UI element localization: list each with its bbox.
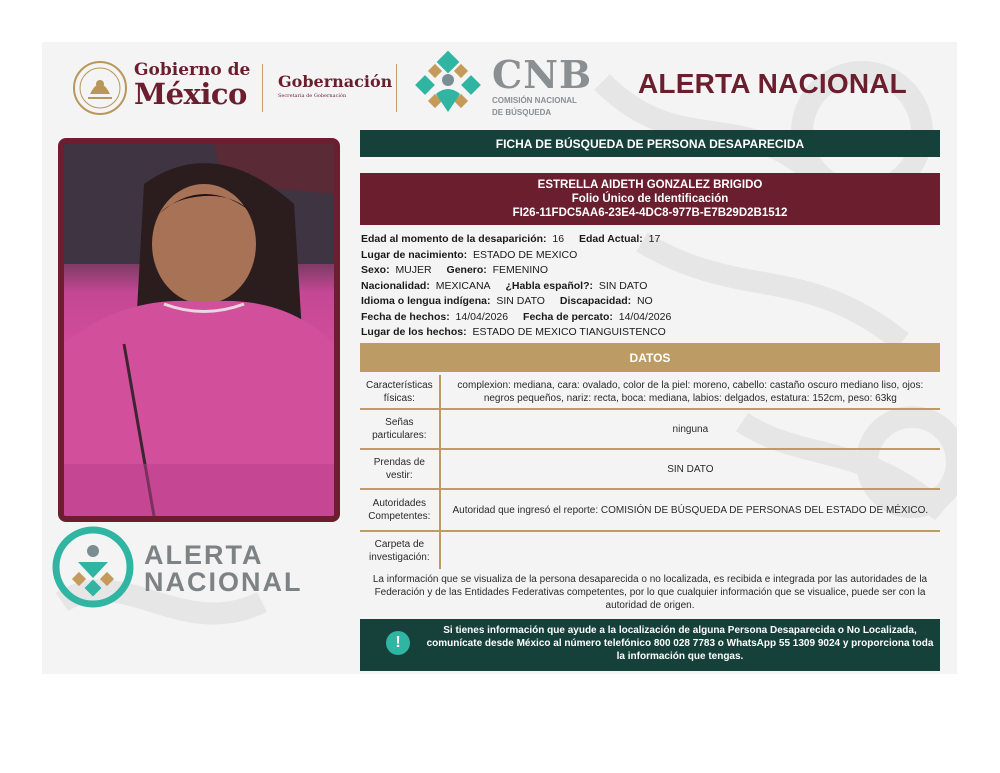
alert-icon: !: [386, 631, 410, 655]
header-divider: [396, 64, 397, 112]
table-row-label: Señas particulares:: [360, 409, 440, 449]
cnb-acronym: CNB: [492, 52, 593, 97]
gobierno-line1: Gobierno de: [134, 60, 251, 80]
table-row-label: Prendas de vestir:: [360, 449, 440, 489]
person-info: [361, 232, 941, 341]
info-value: SIN DATO: [598, 279, 648, 292]
bottom-logo-line1: ALERTA: [144, 540, 264, 570]
info-row: [361, 232, 941, 248]
bottom-logo-line2: NACIONAL: [144, 567, 303, 597]
ficha-title-band: [360, 130, 940, 157]
table-row-value: complexion: mediana, cara: ovalado, color de la piel: moreno, cabello: castaño oscuro mediano liso, ojos: negros pequeños, nariz: recta, boca: mediana, labios: delgados, estatura: 152cm, peso: 63kg: [457, 379, 924, 404]
table-row: [360, 409, 940, 449]
info-label: Lugar de los hechos:: [361, 326, 467, 338]
folio-label: Folio Único de Identificación: [571, 193, 729, 205]
info-label: ¿Habla español?:: [505, 279, 593, 292]
portrait-illustration: [64, 144, 334, 516]
info-row: [361, 248, 941, 264]
alert-sheet: [42, 42, 957, 674]
cnb-subtitle-2: DE BÚSQUEDA: [492, 108, 552, 117]
table-row: [360, 489, 940, 531]
info-label: Genero:: [446, 264, 487, 276]
info-label: Idioma o lengua indígena:: [361, 295, 491, 307]
cnb-logo-text: [492, 52, 593, 118]
gobernacion-subtext: Secretaría de Gobernación: [278, 93, 347, 99]
info-value: 14/04/2026: [618, 310, 672, 323]
info-value: ESTADO DE MEXICO: [473, 248, 578, 261]
info-value: ESTADO DE MEXICO TIANGUISTENCO: [472, 326, 666, 338]
alerta-nacional-logo-icon: [52, 526, 134, 608]
person-identity-band: [360, 173, 940, 225]
gobierno-line2: México: [134, 77, 247, 111]
table-row-value: SIN DATO: [667, 463, 714, 475]
info-value: 16: [552, 233, 565, 245]
person-name: ESTRELLA AIDETH GONZALEZ BRIGIDO: [537, 179, 763, 191]
info-value: FEMENINO: [492, 264, 549, 276]
table-row: [360, 531, 940, 569]
datos-header: [360, 343, 940, 372]
table-row-value: [440, 531, 940, 569]
info-value: MUJER: [395, 264, 432, 276]
info-row: [361, 310, 941, 326]
gobernacion-text: Gobernación: [278, 72, 393, 91]
info-value: SIN DATO: [496, 295, 545, 307]
info-label: Discapacidad:: [559, 295, 632, 307]
info-value: MEXICANA: [435, 279, 491, 292]
cnb-logo-icon: [412, 50, 484, 122]
contact-text: Si tienes información que ayude a la localización de alguna Persona Desaparecida o No Localizada, comunícate desde México al número telefónico 800 028 7783 o WhatsApp 55 1309 9024 y proporciona toda la información que tengas.: [426, 625, 934, 662]
info-label: Nacionalidad:: [361, 279, 430, 292]
header-divider: [262, 64, 263, 112]
info-value: NO: [636, 295, 653, 307]
person-photo: [58, 138, 340, 522]
gobernacion-logo: [278, 72, 392, 99]
alerta-nacional-title: ALERTA NACIONAL: [638, 68, 907, 99]
info-row: [361, 263, 941, 279]
table-row-value: ninguna: [672, 423, 709, 435]
info-label: Edad Actual:: [579, 233, 643, 245]
info-label: Sexo:: [361, 264, 390, 276]
info-row: [361, 279, 941, 295]
cnb-subtitle-1: COMISIÓN NACIONAL: [492, 96, 577, 105]
datos-table: [360, 375, 940, 569]
info-label: Fecha de percato:: [523, 310, 613, 323]
info-row: [361, 294, 941, 310]
info-label: Lugar de nacimiento:: [361, 248, 468, 261]
table-row-label: Carpeta de investigación:: [360, 531, 440, 569]
mexico-seal-icon: [72, 60, 128, 116]
disclaimer-text: La información que se visualiza de la persona desaparecida o no localizada, es recibida e integrada por las autoridades de la Federación y de las Entidades Federativas competentes, por lo que cualquier información que se visualice, puede ser con la autoridad de origen.: [372, 574, 928, 611]
folio-value: FI26-11FDC5AA6-23E4-4DC8-977B-E7B29D2B1512: [512, 207, 788, 219]
datos-title: DATOS: [629, 350, 671, 365]
contact-band: [360, 619, 940, 671]
table-row-label: Características físicas:: [360, 375, 440, 409]
info-row: [361, 325, 941, 341]
ficha-title: FICHA DE BÚSQUEDA DE PERSONA DESAPARECIDA: [495, 136, 805, 151]
alerta-nacional-logo-text: [144, 542, 303, 596]
info-label: Edad al momento de la desaparición:: [361, 233, 547, 245]
table-row: [360, 449, 940, 489]
info-value: 17: [648, 233, 661, 245]
table-row-label: Autoridades Competentes:: [360, 489, 440, 531]
info-label: Fecha de hechos:: [361, 310, 450, 323]
gobierno-de-mexico-logo: [134, 62, 250, 109]
info-value: 14/04/2026: [455, 310, 509, 323]
table-row: [360, 375, 940, 409]
table-row-value: Autoridad que ingresó el reporte: COMISIÓN DE BÚSQUEDA DE PERSONAS DEL ESTADO DE MÉXICO.: [452, 504, 929, 516]
